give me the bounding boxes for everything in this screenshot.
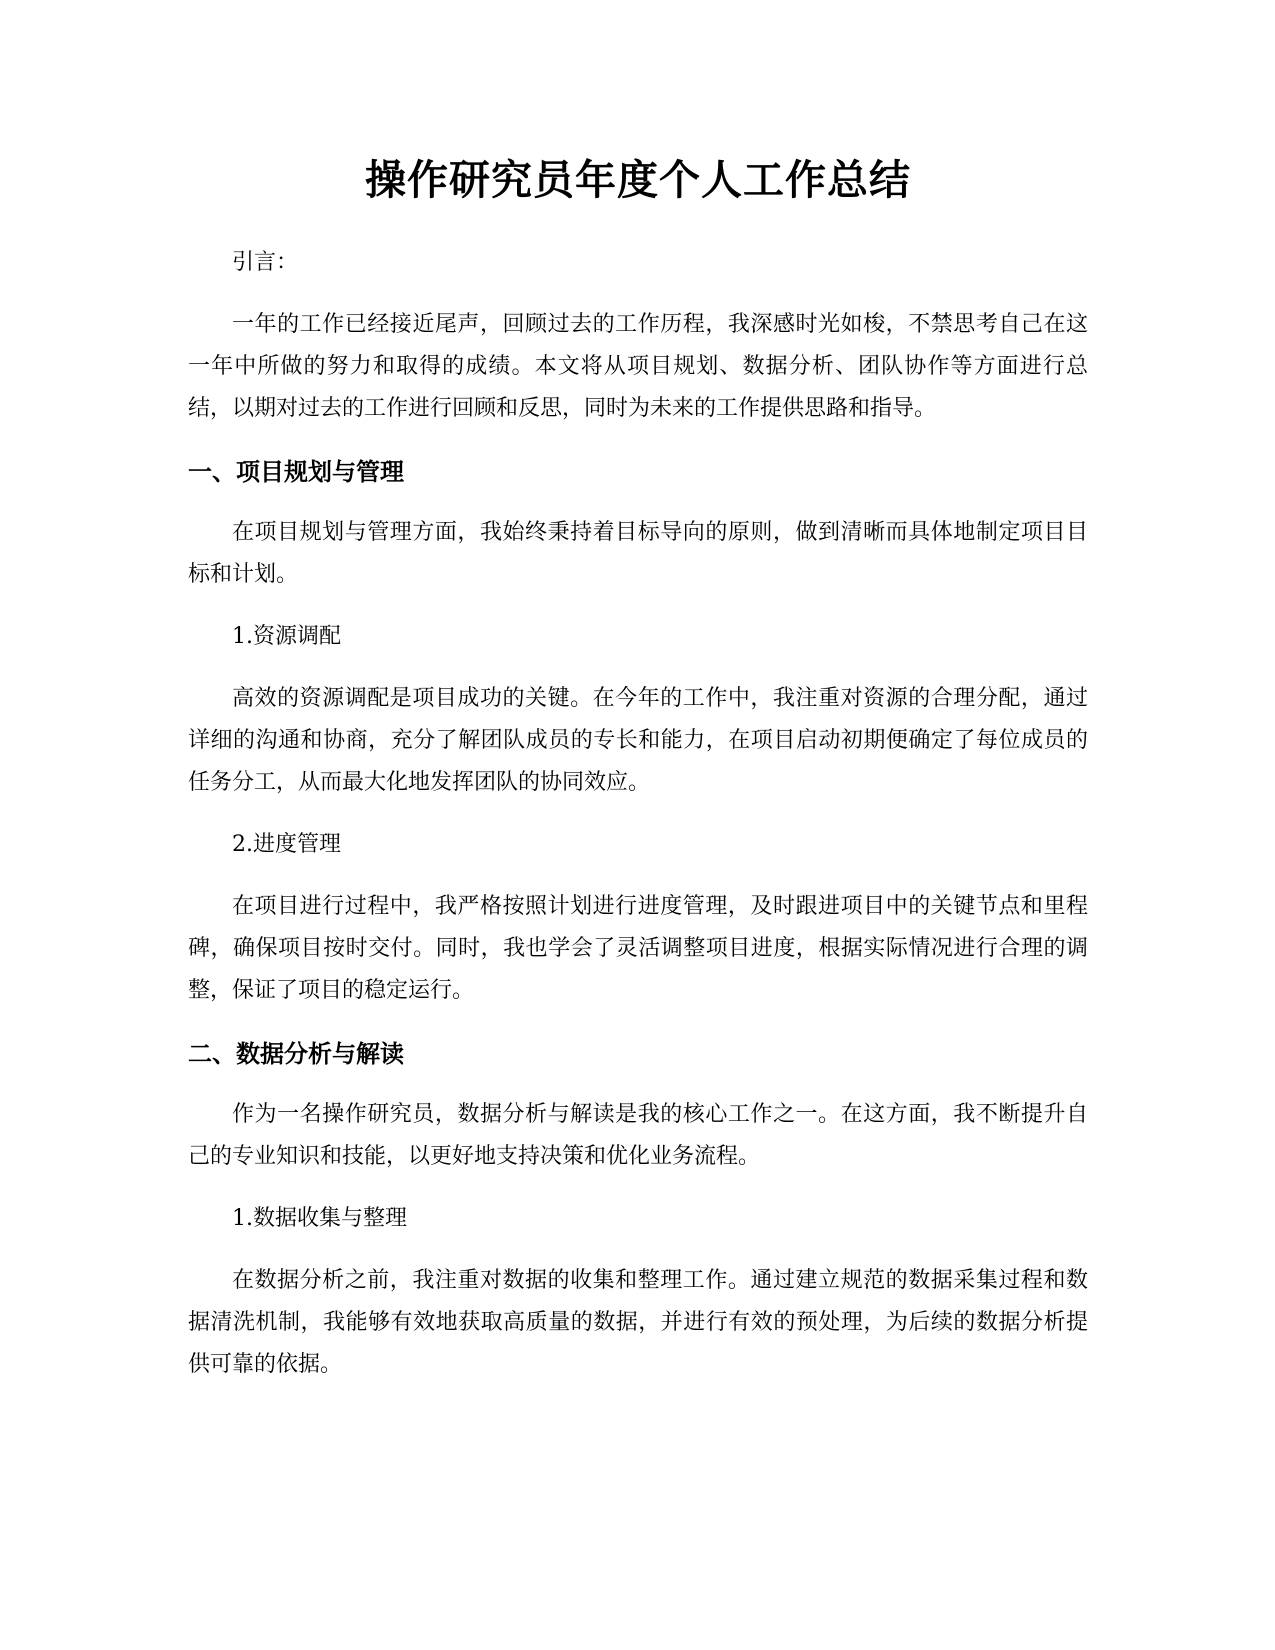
- subsection-heading-resource-allocation: 1.资源调配: [232, 624, 341, 649]
- subsection-text-data-collection: 在数据分析之前，我注重对数据的收集和整理工作。通过建立规范的数据采集过程和数据清洗机制，我能够有效地获取高质量的数据，并进行有效的预处理，为后续的数据分析提供可靠的依据。: [188, 1268, 1088, 1377]
- section-heading-data-analysis: 二、数据分析与解读: [188, 1040, 404, 1068]
- document-body: [188, 150, 1088, 1386]
- intro-paragraph: 一年的工作已经接近尾声，回顾过去的工作历程，我深感时光如梭，不禁思考自己在这一年中所做的努力和取得的成绩。本文将从项目规划、数据分析、团队协作等方面进行总结，以期对过去的工作进行回顾和反思，同时为未来的工作提供思路和指导。: [188, 312, 1088, 421]
- subsection-text-resource-allocation: 高效的资源调配是项目成功的关键。在今年的工作中，我注重对资源的合理分配，通过详细的沟通和协商，充分了解团队成员的专长和能力，在项目启动初期便确定了每位成员的任务分工，从而最大化地发挥团队的协同效应。: [188, 686, 1088, 795]
- subsection-text-progress-management: 在项目进行过程中，我严格按照计划进行进度管理，及时跟进项目中的关键节点和里程碑，确保项目按时交付。同时，我也学会了灵活调整项目进度，根据实际情况进行合理的调整，保证了项目的稳定运行。: [188, 894, 1088, 1003]
- subsection-heading-data-collection: 1.数据收集与整理: [232, 1206, 407, 1231]
- page-title: 操作研究员年度个人工作总结: [365, 156, 911, 204]
- section-intro-project-planning: 在项目规划与管理方面，我始终秉持着目标导向的原则，做到清晰而具体地制定项目目标和计划。: [188, 520, 1088, 587]
- section-heading-project-planning: 一、项目规划与管理: [188, 458, 404, 486]
- intro-label: 引言：: [232, 250, 299, 275]
- section-intro-data-analysis: 作为一名操作研究员，数据分析与解读是我的核心工作之一。在这方面，我不断提升自己的专业知识和技能，以更好地支持决策和优化业务流程。: [188, 1102, 1088, 1169]
- subsection-heading-progress-management: 2.进度管理: [232, 832, 341, 857]
